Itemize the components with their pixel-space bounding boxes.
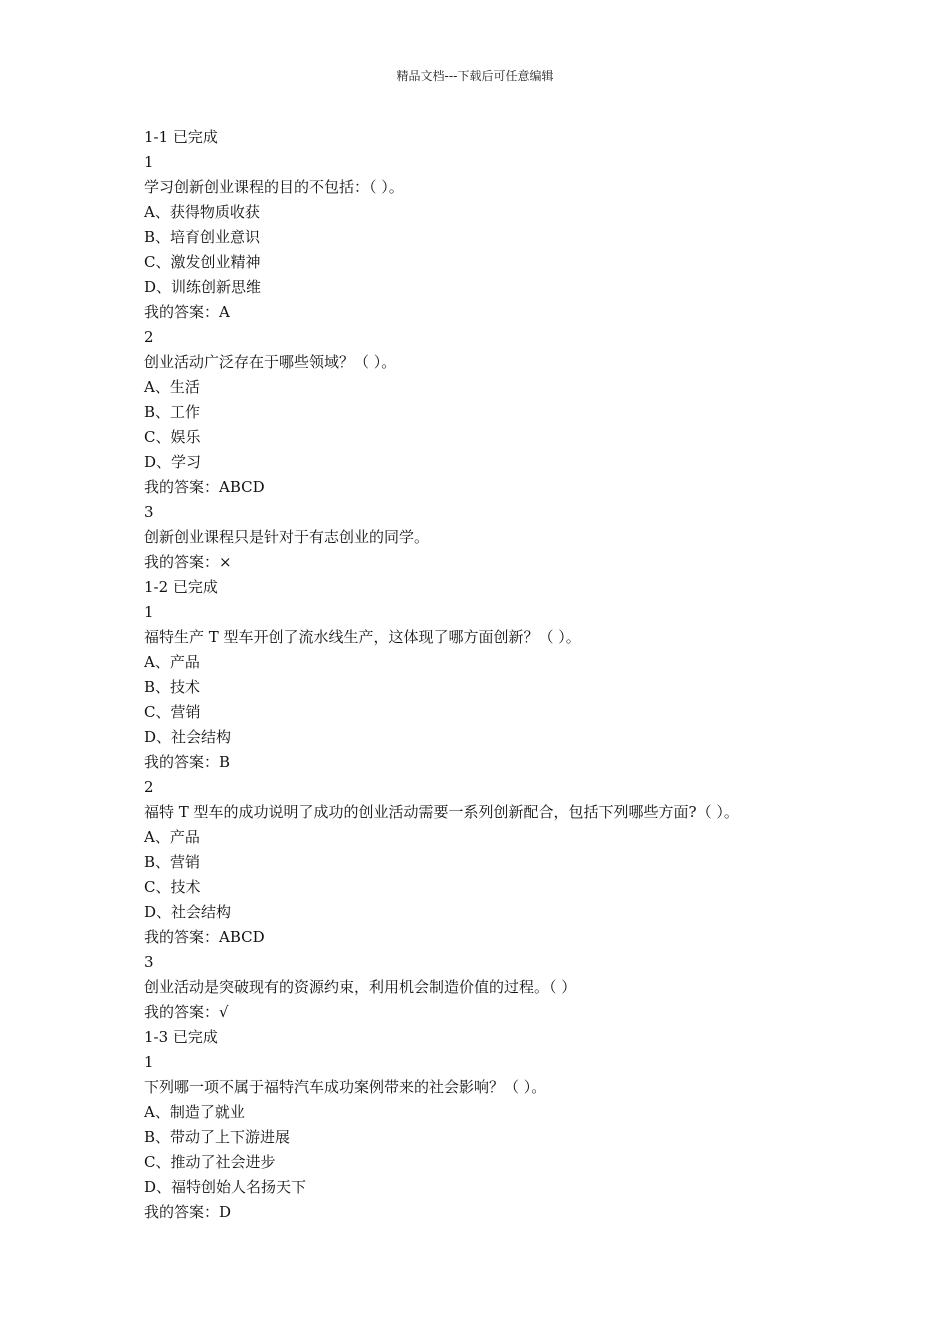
option-b: B、技术	[144, 678, 201, 696]
option-d: D、社会结构	[144, 728, 232, 746]
question-number: 1	[144, 603, 154, 621]
my-answer: 我的答案：√	[144, 1003, 229, 1021]
option-a: A、生活	[144, 378, 200, 396]
option-c: C、技术	[144, 878, 201, 896]
question-text: 福特 T 型车的成功说明了成功的创业活动需要一系列创新配合，包括下列哪些方面?（ ）。	[144, 803, 739, 821]
question-text: 学习创新创业课程的目的不包括：（ ）。	[144, 178, 404, 196]
my-answer: 我的答案：ABCD	[144, 928, 265, 946]
my-answer: 我的答案：×	[144, 553, 232, 571]
my-answer: 我的答案：B	[144, 753, 231, 771]
question-text: 创业活动是突破现有的资源约束，利用机会制造价值的过程。（ ）	[144, 978, 577, 996]
section-heading: 1-1 已完成	[144, 128, 218, 146]
option-d: D、训练创新思维	[144, 278, 262, 296]
section-heading: 1-2 已完成	[144, 578, 218, 596]
question-number: 2	[144, 328, 154, 346]
option-b: B、营销	[144, 853, 201, 871]
my-answer: 我的答案：ABCD	[144, 478, 265, 496]
page-header: 精品文档---下载后可任意编辑	[396, 69, 554, 83]
question-text: 创新创业课程只是针对于有志创业的同学。	[144, 528, 430, 546]
option-d: D、学习	[144, 453, 202, 471]
document-body	[144, 125, 934, 1225]
option-a: A、获得物质收获	[144, 203, 260, 221]
question-number: 1	[144, 153, 154, 171]
option-b: B、带动了上下游进展	[144, 1128, 291, 1146]
option-c: C、娱乐	[144, 428, 201, 446]
option-c: C、激发创业精神	[144, 253, 261, 271]
option-d: D、社会结构	[144, 903, 232, 921]
my-answer: 我的答案：D	[144, 1203, 232, 1221]
option-b: B、工作	[144, 403, 201, 421]
question-text: 创业活动广泛存在于哪些领域？（ ）。	[144, 353, 397, 371]
option-c: C、推动了社会进步	[144, 1153, 276, 1171]
option-b: B、培育创业意识	[144, 228, 261, 246]
option-c: C、营销	[144, 703, 201, 721]
option-a: A、产品	[144, 828, 200, 846]
question-text: 下列哪一项不属于福特汽车成功案例带来的社会影响？（ ）。	[144, 1078, 547, 1096]
my-answer: 我的答案：A	[144, 303, 230, 321]
question-number: 3	[144, 503, 154, 521]
question-number: 2	[144, 778, 154, 796]
option-a: A、制造了就业	[144, 1103, 245, 1121]
option-a: A、产品	[144, 653, 200, 671]
section-heading: 1-3 已完成	[144, 1028, 218, 1046]
option-d: D、福特创始人名扬天下	[144, 1178, 307, 1196]
question-number: 3	[144, 953, 154, 971]
question-number: 1	[144, 1053, 154, 1071]
question-text: 福特生产 T 型车开创了流水线生产，这体现了哪方面创新？（ ）。	[144, 628, 581, 646]
